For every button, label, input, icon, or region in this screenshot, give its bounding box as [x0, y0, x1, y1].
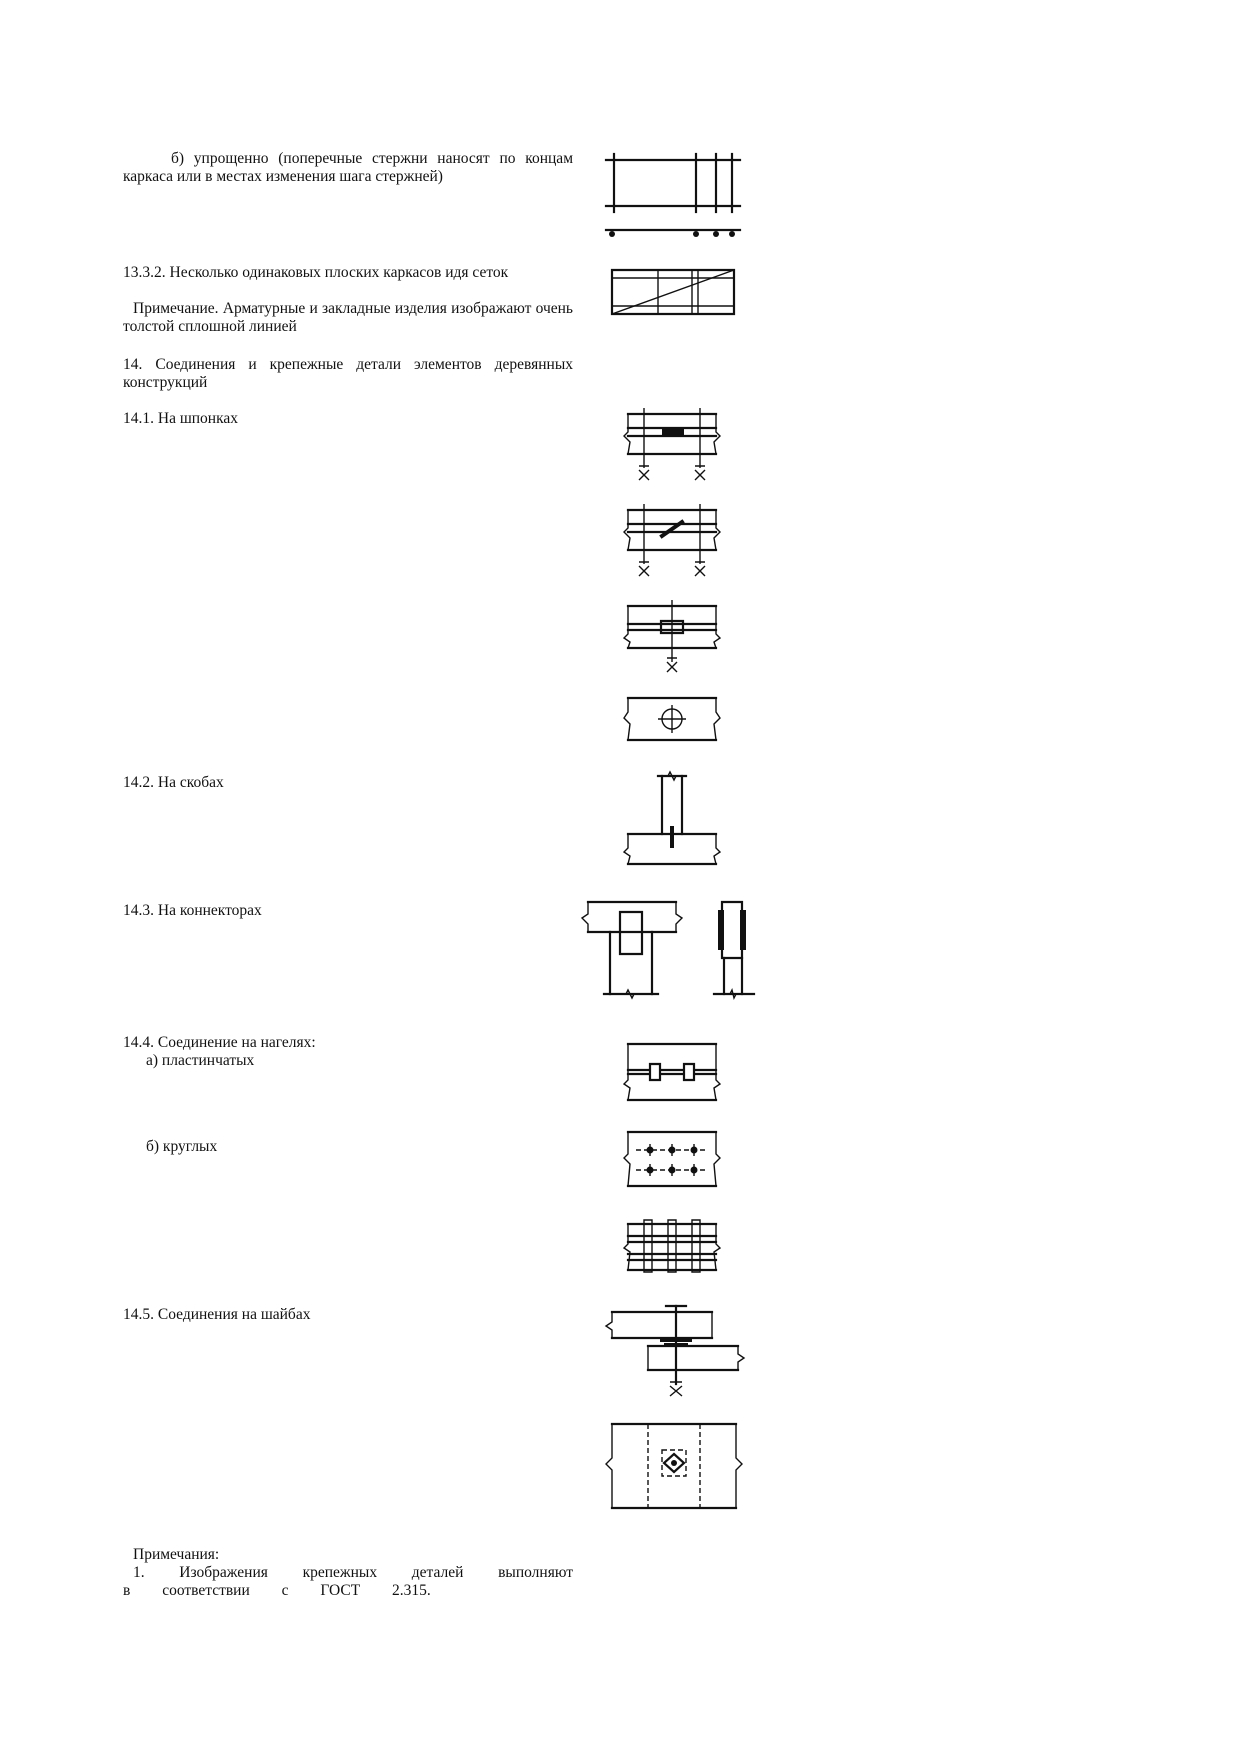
item-14-4-b: б) круглых [146, 1138, 218, 1155]
round-nagel-drawing-2 [622, 1218, 722, 1274]
simplified-frame-drawing [604, 150, 744, 242]
plate-nagel-drawing [622, 1040, 722, 1106]
dowel-joint-drawing-3 [622, 600, 722, 672]
staple-joint-drawing [622, 772, 722, 872]
dowel-joint-drawing-4 [622, 694, 722, 748]
item-14-4-a: а) пластинчатых [146, 1052, 255, 1069]
connector-joint-drawing-front [580, 898, 684, 998]
dowel-joint-drawing-2 [622, 504, 722, 578]
note-reinforcement: Примечание. Арматурные и закладные изделия изображают очень толстой сплошной линией [123, 300, 573, 335]
dowel-joint-drawing-1 [622, 408, 722, 482]
connector-joint-drawing-side [704, 898, 760, 998]
washer-joint-drawing-1 [604, 1306, 744, 1398]
item-14-4: 14.4. Соединение на нагелях: [123, 1034, 316, 1051]
item-14-5: 14.5. Соединения на шайбах [123, 1306, 311, 1323]
note-1: 1. Изображения крепежных деталей выполняют в соответствии с ГОСТ 2.315. [123, 1564, 573, 1599]
item-14-2: 14.2. На скобах [123, 774, 224, 791]
notes-heading: Примечания: [133, 1546, 220, 1563]
item-14-3: 14.3. На коннекторах [123, 902, 262, 919]
item-13-3-2: 13.3.2. Несколько одинаковых плоских каркасов идя сеток [123, 264, 509, 281]
item-b-simplified: б) упрощенно (поперечные стержни наносят по концам каркаса или в местах изменения шага стержней) [123, 150, 573, 185]
round-nagel-drawing-1 [622, 1126, 722, 1192]
section-14-heading: 14. Соединения и крепежные детали элементов деревянных конструкций [123, 356, 573, 391]
washer-joint-drawing-2 [604, 1420, 744, 1516]
multiple-frames-drawing [608, 266, 738, 320]
item-14-1: 14.1. На шпонках [123, 410, 239, 427]
